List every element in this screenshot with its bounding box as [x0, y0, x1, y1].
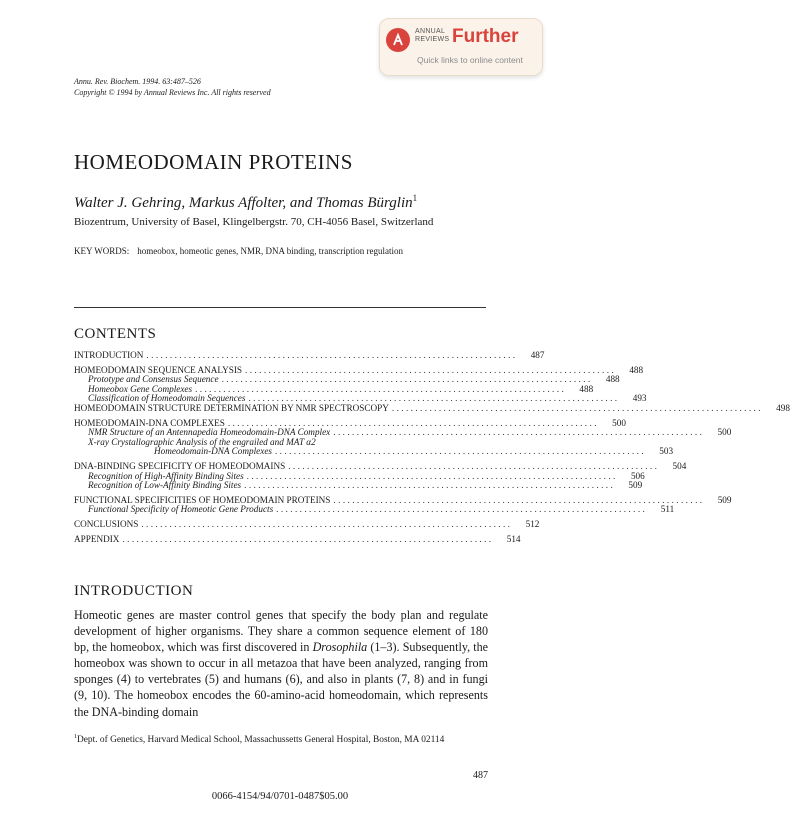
annual-reviews-logo-icon: [386, 28, 410, 52]
contents-heading: CONTENTS: [74, 326, 157, 342]
keywords-label: KEY WORDS:: [74, 246, 130, 256]
toc-label: Homeobox Gene Complexes: [88, 383, 193, 394]
toc-page: 493: [632, 393, 647, 404]
toc-label: Recognition of Low-Affinity Binding Sites: [88, 480, 242, 491]
author-footnote-mark[interactable]: 1: [412, 193, 418, 203]
section-divider: [74, 307, 486, 308]
toc-leader: ...............................................................................: [195, 383, 567, 394]
toc-entry-introduction[interactable]: [74, 350, 545, 361]
toc-leader: ...............................................................................: [274, 446, 647, 457]
footnote: [74, 731, 488, 747]
toc-leader: ...............................................................................: [333, 427, 705, 438]
toc-label: Functional Specificity of Homeotic Gene Products: [88, 504, 274, 515]
toc-page: 514: [506, 533, 521, 544]
toc-leader: ...............................................................................: [146, 350, 518, 360]
toc-leader: ...............................................................................: [248, 393, 620, 404]
footnote-text: Dept. of Genetics, Harvard Medical School, Massachussetts General Hospital, Boston, MA 02114: [77, 735, 445, 746]
toc-leader: ...............................................................................: [227, 417, 599, 428]
toc-page: 500: [612, 417, 626, 428]
toc-page: 509: [628, 480, 643, 491]
toc-entry-nmr-structure[interactable]: [74, 402, 790, 414]
keywords: [74, 246, 403, 256]
toc-page: 511: [660, 504, 675, 515]
toc-entry-xray-continued[interactable]: [74, 446, 674, 457]
journal-citation: [74, 76, 271, 98]
toc-label: Recognition of High-Affinity Binding Sites: [88, 470, 244, 481]
toc-entry-appendix[interactable]: [74, 533, 521, 545]
toc-leader: ...............................................................................: [276, 504, 648, 515]
toc-entry-low-affinity[interactable]: [74, 480, 643, 491]
toc-page: 504: [672, 460, 687, 471]
introduction-heading: INTRODUCTION: [74, 583, 194, 599]
annual-reviews-brand: [415, 28, 449, 44]
toc-label: HOMEODOMAIN STRUCTURE DETERMINATION BY NMR SPECTROSCOPY: [74, 402, 389, 413]
toc-entry-conclusions[interactable]: [74, 518, 540, 530]
toc-label: CONCLUSIONS: [74, 518, 139, 529]
further-widget[interactable]: [379, 18, 543, 76]
toc-page: 506: [630, 470, 645, 481]
toc-page: 500: [717, 427, 732, 438]
toc-label: Homeodomain-DNA Complexes: [154, 446, 272, 457]
toc-leader: ...............................................................................: [391, 402, 763, 413]
toc-leader: ...............................................................................: [122, 533, 494, 544]
brand-bottom: REVIEWS: [415, 36, 450, 43]
toc-label: Prototype and Consensus Sequence: [88, 374, 219, 385]
toc-label: HOMEODOMAIN SEQUENCE ANALYSIS: [74, 364, 243, 375]
toc-page: 498: [776, 402, 790, 413]
toc-leader: ...............................................................................: [245, 364, 617, 375]
toc-label: NMR Structure of an Antennapedia Homeodomain-DNA Complex: [88, 427, 331, 438]
journal-line-2: Copyright © 1994 by Annual Reviews Inc. All rights reserved: [74, 88, 271, 97]
article-authors: [74, 193, 417, 212]
article-title: HOMEODOMAIN PROTEINS: [74, 150, 353, 174]
toc-page: 488: [579, 383, 594, 394]
toc-label: INTRODUCTION: [74, 350, 144, 360]
intro-text-a: Homeotic genes are master control genes that specify the body plan and regulate development of higher organisms. They share a common sequence element of 180 bp, the homeobox, which was first discovered in: [74, 608, 488, 655]
authors-names: Walter J. Gehring, Markus Affolter, and Thomas Bürglin: [74, 195, 413, 211]
introduction-paragraph: [74, 607, 488, 720]
toc-page: 512: [525, 518, 540, 529]
intro-drosophila: Drosophila: [312, 640, 368, 655]
further-subtitle: Quick links to online content: [417, 55, 523, 65]
toc-page: 488: [629, 364, 644, 375]
toc-page: 509: [717, 494, 732, 505]
toc-leader: ...............................................................................: [244, 480, 616, 491]
toc-leader: ...............................................................................: [288, 460, 660, 471]
journal-line-1: Annu. Rev. Biochem. 1994. 63:487–526: [74, 77, 201, 86]
toc-label: X-ray Crystallographic Analysis of the engrailed and MAT α2: [88, 436, 316, 447]
brand-top: ANNUAL: [415, 28, 446, 35]
price-line: 0066-4154/94/0701-0487$05.00: [211, 791, 349, 802]
keywords-list: homeobox, homeotic genes, NMR, DNA binding, transcription regulation: [137, 246, 403, 256]
toc-entry-homeotic-products[interactable]: [74, 504, 675, 515]
toc-leader: ...............................................................................: [246, 470, 618, 481]
toc-label: HOMEODOMAIN-DNA COMPLEXES: [74, 417, 225, 428]
intro-text-b: (1–3). Subsequently, the homeobox was shown to occur in all metazoa that have been analyzed, ranging from sponges (4) to vertebrates (5) and humans (6), and also in plants (7, 8) and in fungi (9, 10). The homeobox encodes the 60-amino-acid homeodomain, which represents the DNA-binding domain: [74, 640, 488, 719]
toc-page: 487: [530, 350, 545, 360]
toc-leader: ...............................................................................: [333, 494, 705, 505]
toc-label: DNA-BINDING SPECIFICITY OF HOMEODOMAINS: [74, 460, 286, 471]
further-word: Further: [452, 26, 519, 47]
toc-label: FUNCTIONAL SPECIFICITIES OF HOMEODOMAIN PROTEINS: [74, 494, 331, 505]
article-affiliation: Biozentrum, University of Basel, Klingelbergstr. 70, CH-4056 Basel, Switzerland: [74, 216, 434, 228]
toc-leader: ...............................................................................: [221, 374, 593, 385]
toc-label: APPENDIX: [74, 533, 120, 544]
table-of-contents: [74, 350, 790, 544]
page-number: 487: [473, 770, 488, 781]
toc-label: Classification of Homeodomain Sequences: [88, 393, 246, 404]
toc-page: 503: [659, 446, 674, 457]
toc-leader: ...............................................................................: [141, 518, 513, 529]
toc-page: 488: [605, 374, 620, 385]
footnote-mark: 1: [74, 734, 77, 740]
